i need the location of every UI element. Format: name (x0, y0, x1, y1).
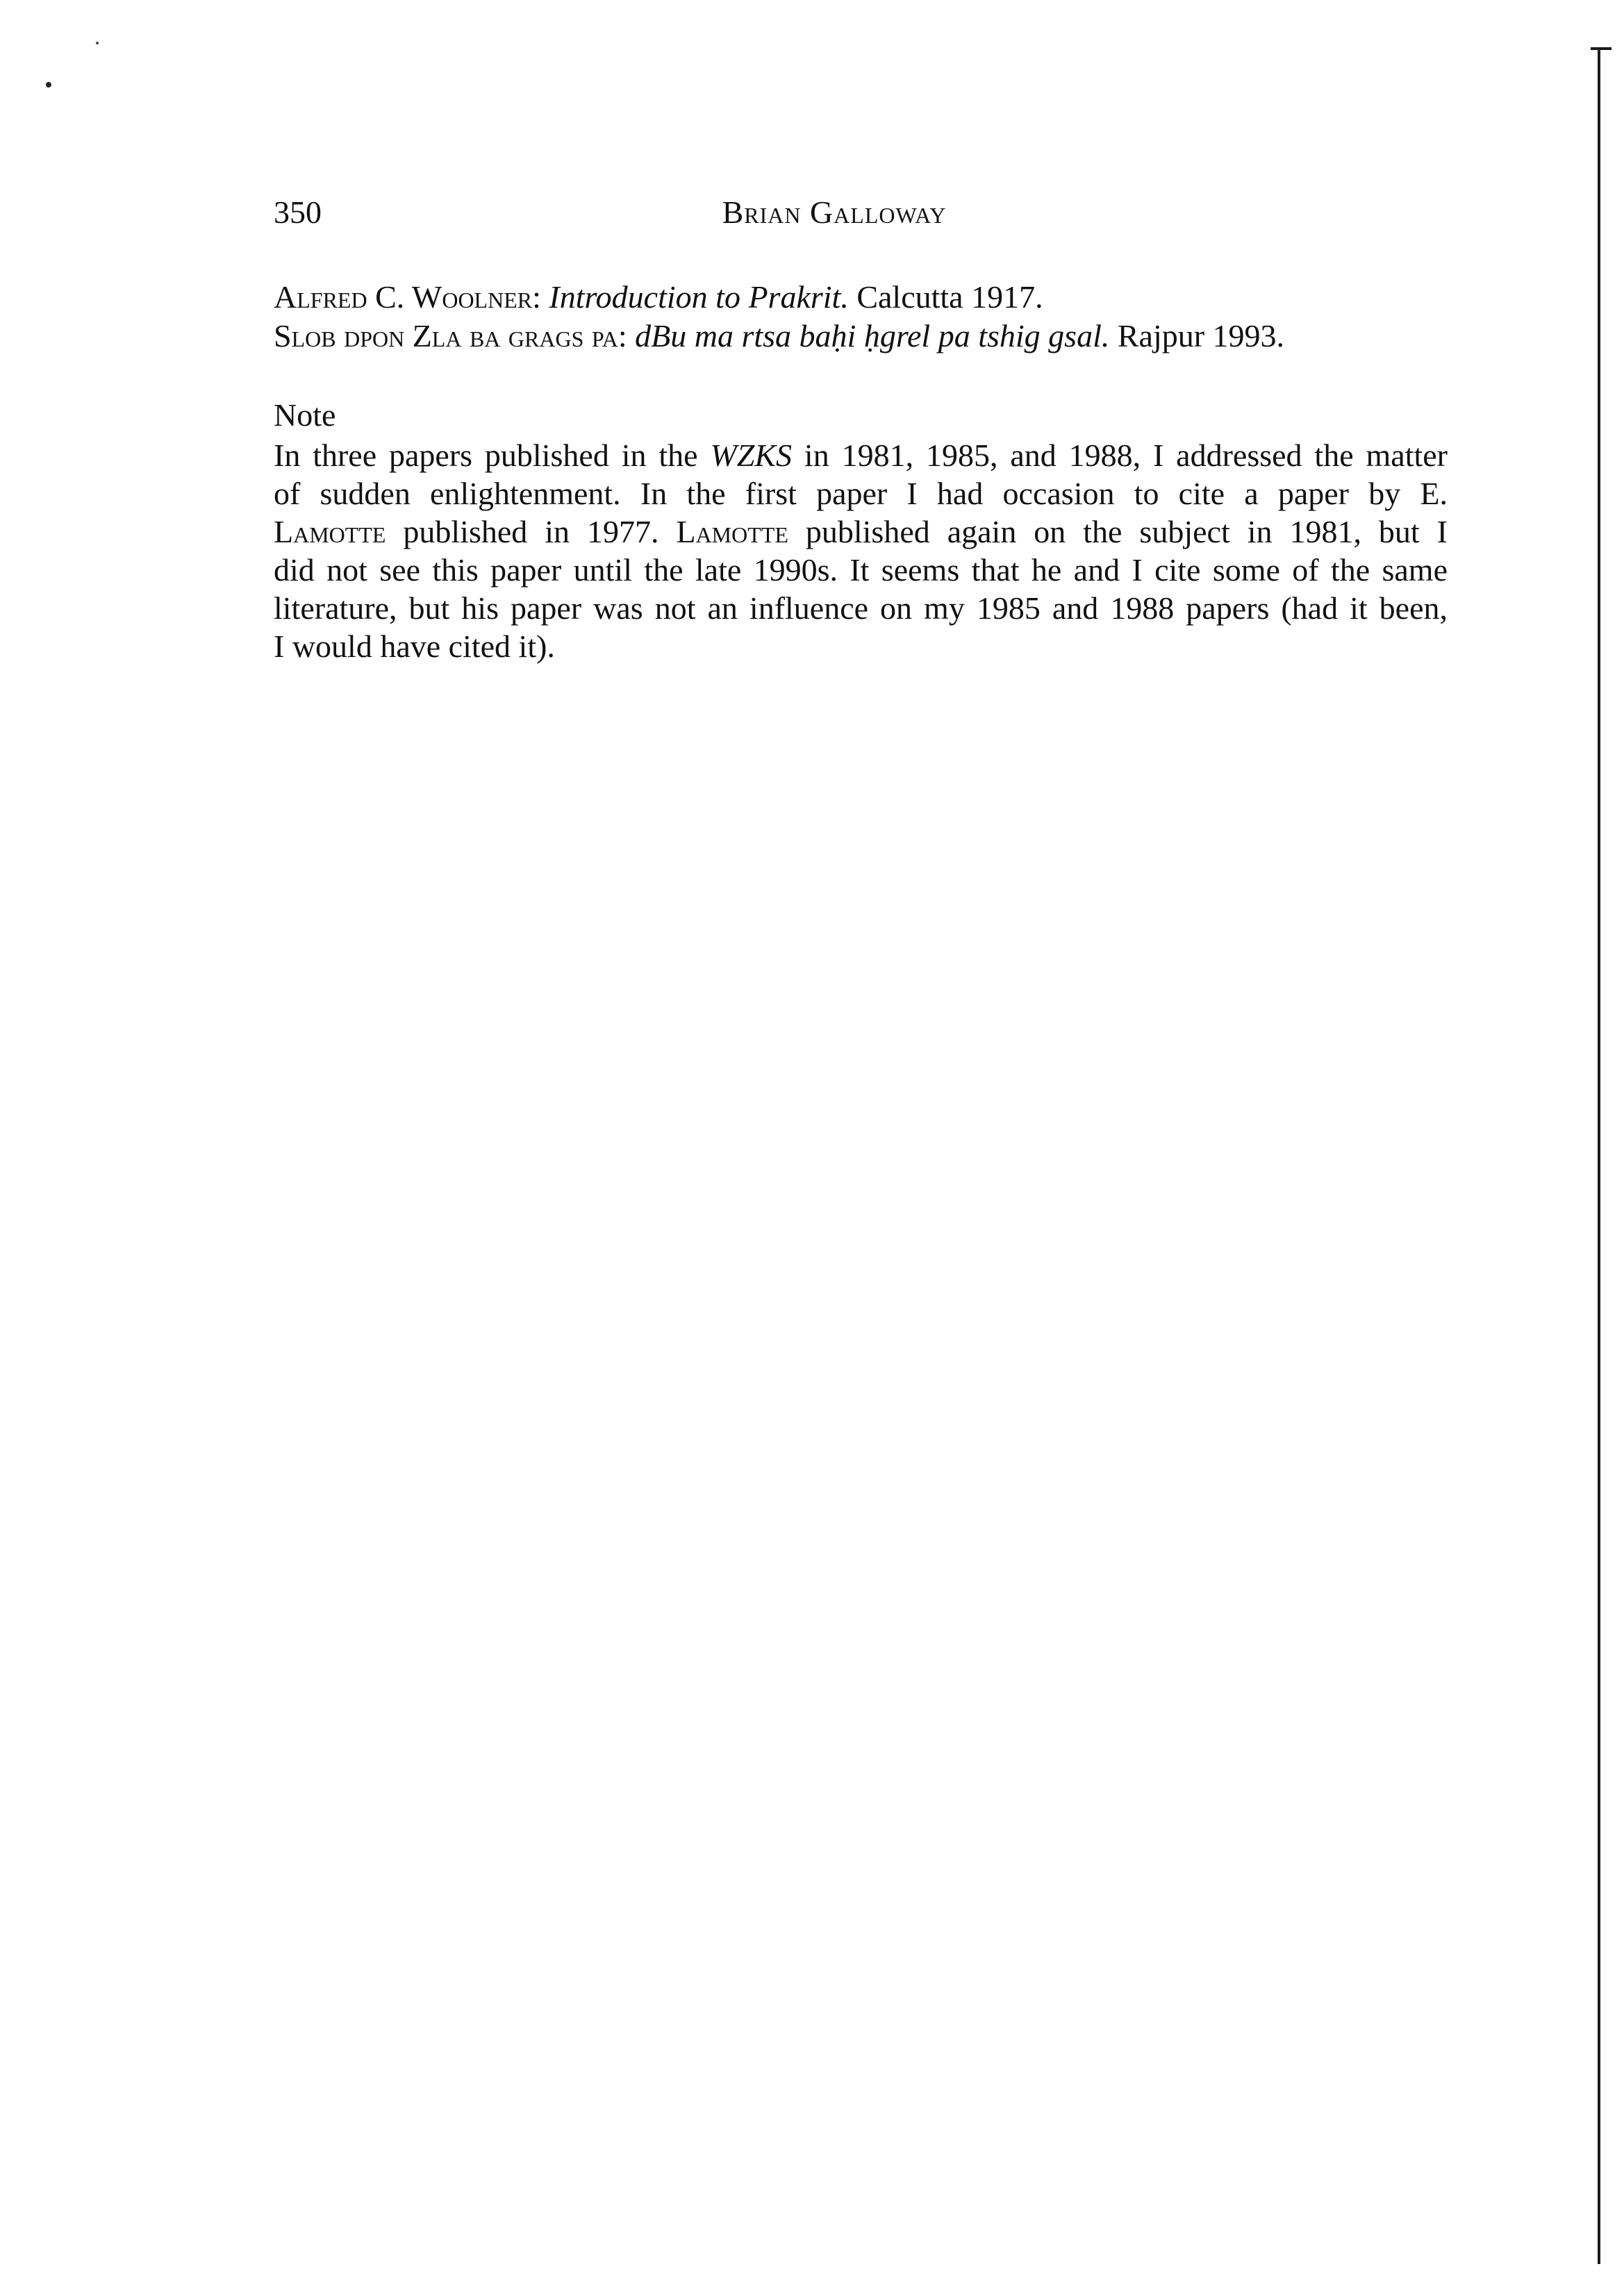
page-number: 350 (274, 194, 322, 230)
reference-title: Introduction to Prakrit. (549, 279, 849, 315)
note-paragraph (274, 436, 1448, 665)
note-heading: Note (274, 397, 336, 433)
scan-speck (96, 42, 99, 44)
reference-entry (274, 278, 1468, 317)
reference-title: dBu ma rtsa baḥi ḥgrel pa tshig gsal. (635, 318, 1110, 353)
note-section (274, 396, 1448, 665)
running-head (274, 192, 1441, 233)
header-author: Brian Galloway (722, 194, 947, 230)
reference-separator: : (532, 279, 549, 315)
note-line: I would have cited it). (274, 629, 555, 664)
note-line: In three papers published in the WZKS in 1981, 1985, and 1988, I addressed the matter (274, 438, 1448, 473)
note-line: literature, but his paper was not an influence on my 1985 and 1988 papers (had it been, (274, 590, 1448, 626)
scan-edge-rule (1598, 49, 1600, 2264)
reference-entry (274, 317, 1468, 356)
note-line: did not see this paper until the late 1990s. It seems that he and I cite some of the same (274, 552, 1448, 588)
reference-list (274, 278, 1468, 356)
reference-publication: Calcutta 1917. (848, 279, 1043, 315)
note-line: of sudden enlightenment. In the first paper I had occasion to cite a paper by E. (274, 476, 1448, 511)
reference-publication: Rajpur 1993. (1109, 318, 1285, 353)
reference-separator: : (618, 318, 636, 353)
reference-author: Alfred C. Woolner (274, 279, 533, 315)
scan-speck (46, 82, 51, 88)
note-line: Lamotte published in 1977. Lamotte published again on the subject in 1981, but I (274, 514, 1448, 549)
scan-edge-mark (1591, 47, 1611, 50)
reference-author: Slob dpon Zla ba grags pa (274, 318, 618, 353)
